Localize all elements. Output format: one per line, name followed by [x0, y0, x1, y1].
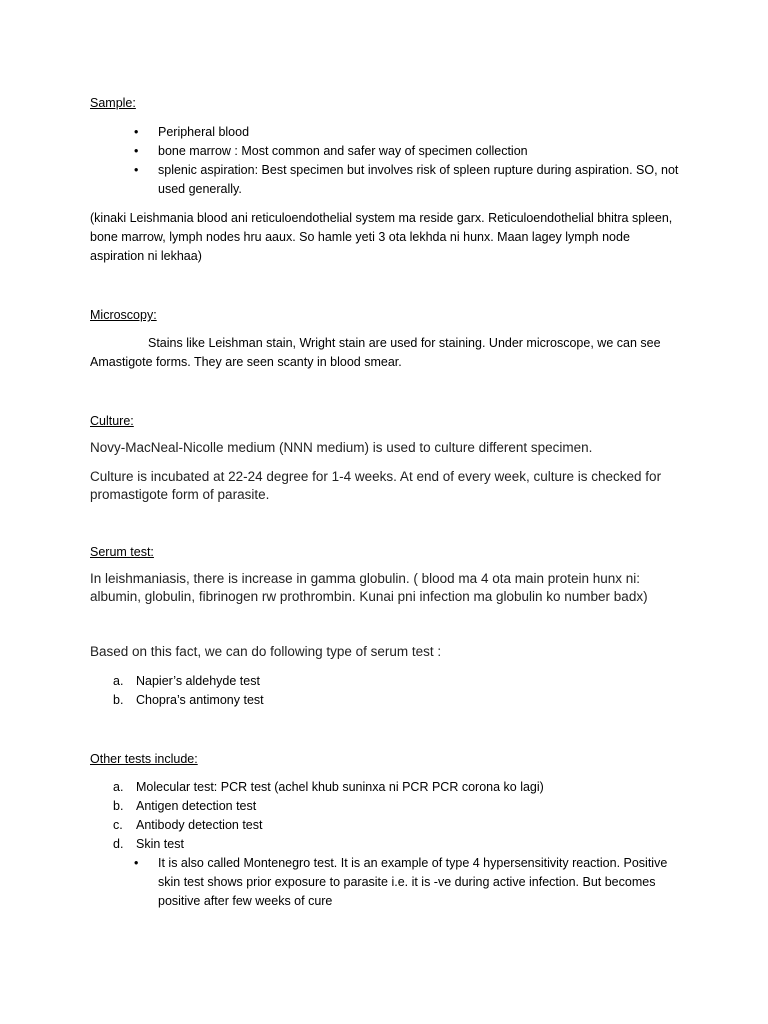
list-item: a. Napier’s aldehyde test [90, 672, 690, 691]
sample-list [90, 123, 690, 199]
skin-test-detail-text: It is also called Montenegro test. It is an example of type 4 hypersensitivity reaction. Positive skin test shows prior exposure to parasite i.e. it is -ve during active infection. But becomes positive after few weeks of cure [158, 856, 668, 908]
list-item: • splenic aspiration: Best specimen but involves risk of spleen rupture during aspiration. SO, not used generally. [134, 163, 679, 196]
culture-section [90, 412, 690, 431]
list-marker: a. [113, 674, 124, 688]
list-item: d. Skin test [90, 835, 690, 854]
microscopy-section [90, 306, 690, 325]
list-item: b. Chopra’s antimony test [90, 691, 690, 710]
bullet-icon: • [134, 163, 139, 177]
list-marker: c. [113, 818, 123, 832]
sample-section [90, 94, 690, 113]
other-tests-section [90, 750, 690, 769]
skin-test-detail [90, 854, 688, 911]
serum-section [90, 543, 690, 562]
list-item: • Peripheral blood [90, 123, 690, 142]
culture-paragraph-2: Culture is incubated at 22-24 degree for 1-4 weeks. At end of every week, culture is checked for promastigote form of parasite. [90, 469, 662, 502]
list-item: b. Antigen detection test [90, 797, 690, 816]
serum-heading: Serum test: [90, 545, 154, 559]
bullet-icon: • [134, 144, 139, 158]
microscopy-text: Stains like Leishman stain, Wright stain are used for staining. Under microscope, we can see Amastigote forms. They are seen scanty in blood smear. [90, 336, 661, 369]
serum-paragraph-2: Based on this fact, we can do following type of serum test : [90, 644, 442, 659]
serum-test-list [90, 672, 690, 710]
other-tests-heading: Other tests include: [90, 752, 198, 766]
list-marker: b. [113, 799, 124, 813]
sample-note: (kinaki Leishmania blood ani reticuloendothelial system ma reside garx. Reticuloendothelial bhitra spleen, bone marrow, lymph nodes hru aaux. So hamle yeti 3 ota lekhda ni hunx. Maan lagey lymph node aspiration ni lekhaa) [90, 211, 673, 263]
other-tests-list [90, 778, 690, 854]
list-item: • bone marrow : Most common and safer way of specimen collection [90, 142, 690, 161]
bullet-icon: • [134, 856, 139, 870]
list-marker: a. [113, 780, 124, 794]
list-marker: b. [113, 693, 124, 707]
culture-heading: Culture: [90, 414, 134, 428]
serum-paragraph-1: In leishmaniasis, there is increase in gamma globulin. ( blood ma 4 ota main protein hunx ni: albumin, globulin, fibrinogen rw prothrombin. Kunai pni infection ma globulin ko number badx) [90, 571, 648, 604]
culture-paragraph-1: Novy-MacNeal-Nicolle medium (NNN medium) is used to culture different specimen. [90, 440, 593, 455]
list-item: c. Antibody detection test [90, 816, 690, 835]
list-marker: d. [113, 837, 124, 851]
microscopy-heading: Microscopy: [90, 308, 157, 322]
bullet-icon: • [134, 125, 139, 139]
sample-heading: Sample: [90, 96, 136, 110]
list-item: a. Molecular test: PCR test (achel khub suninxa ni PCR PCR corona ko lagi) [90, 778, 690, 797]
